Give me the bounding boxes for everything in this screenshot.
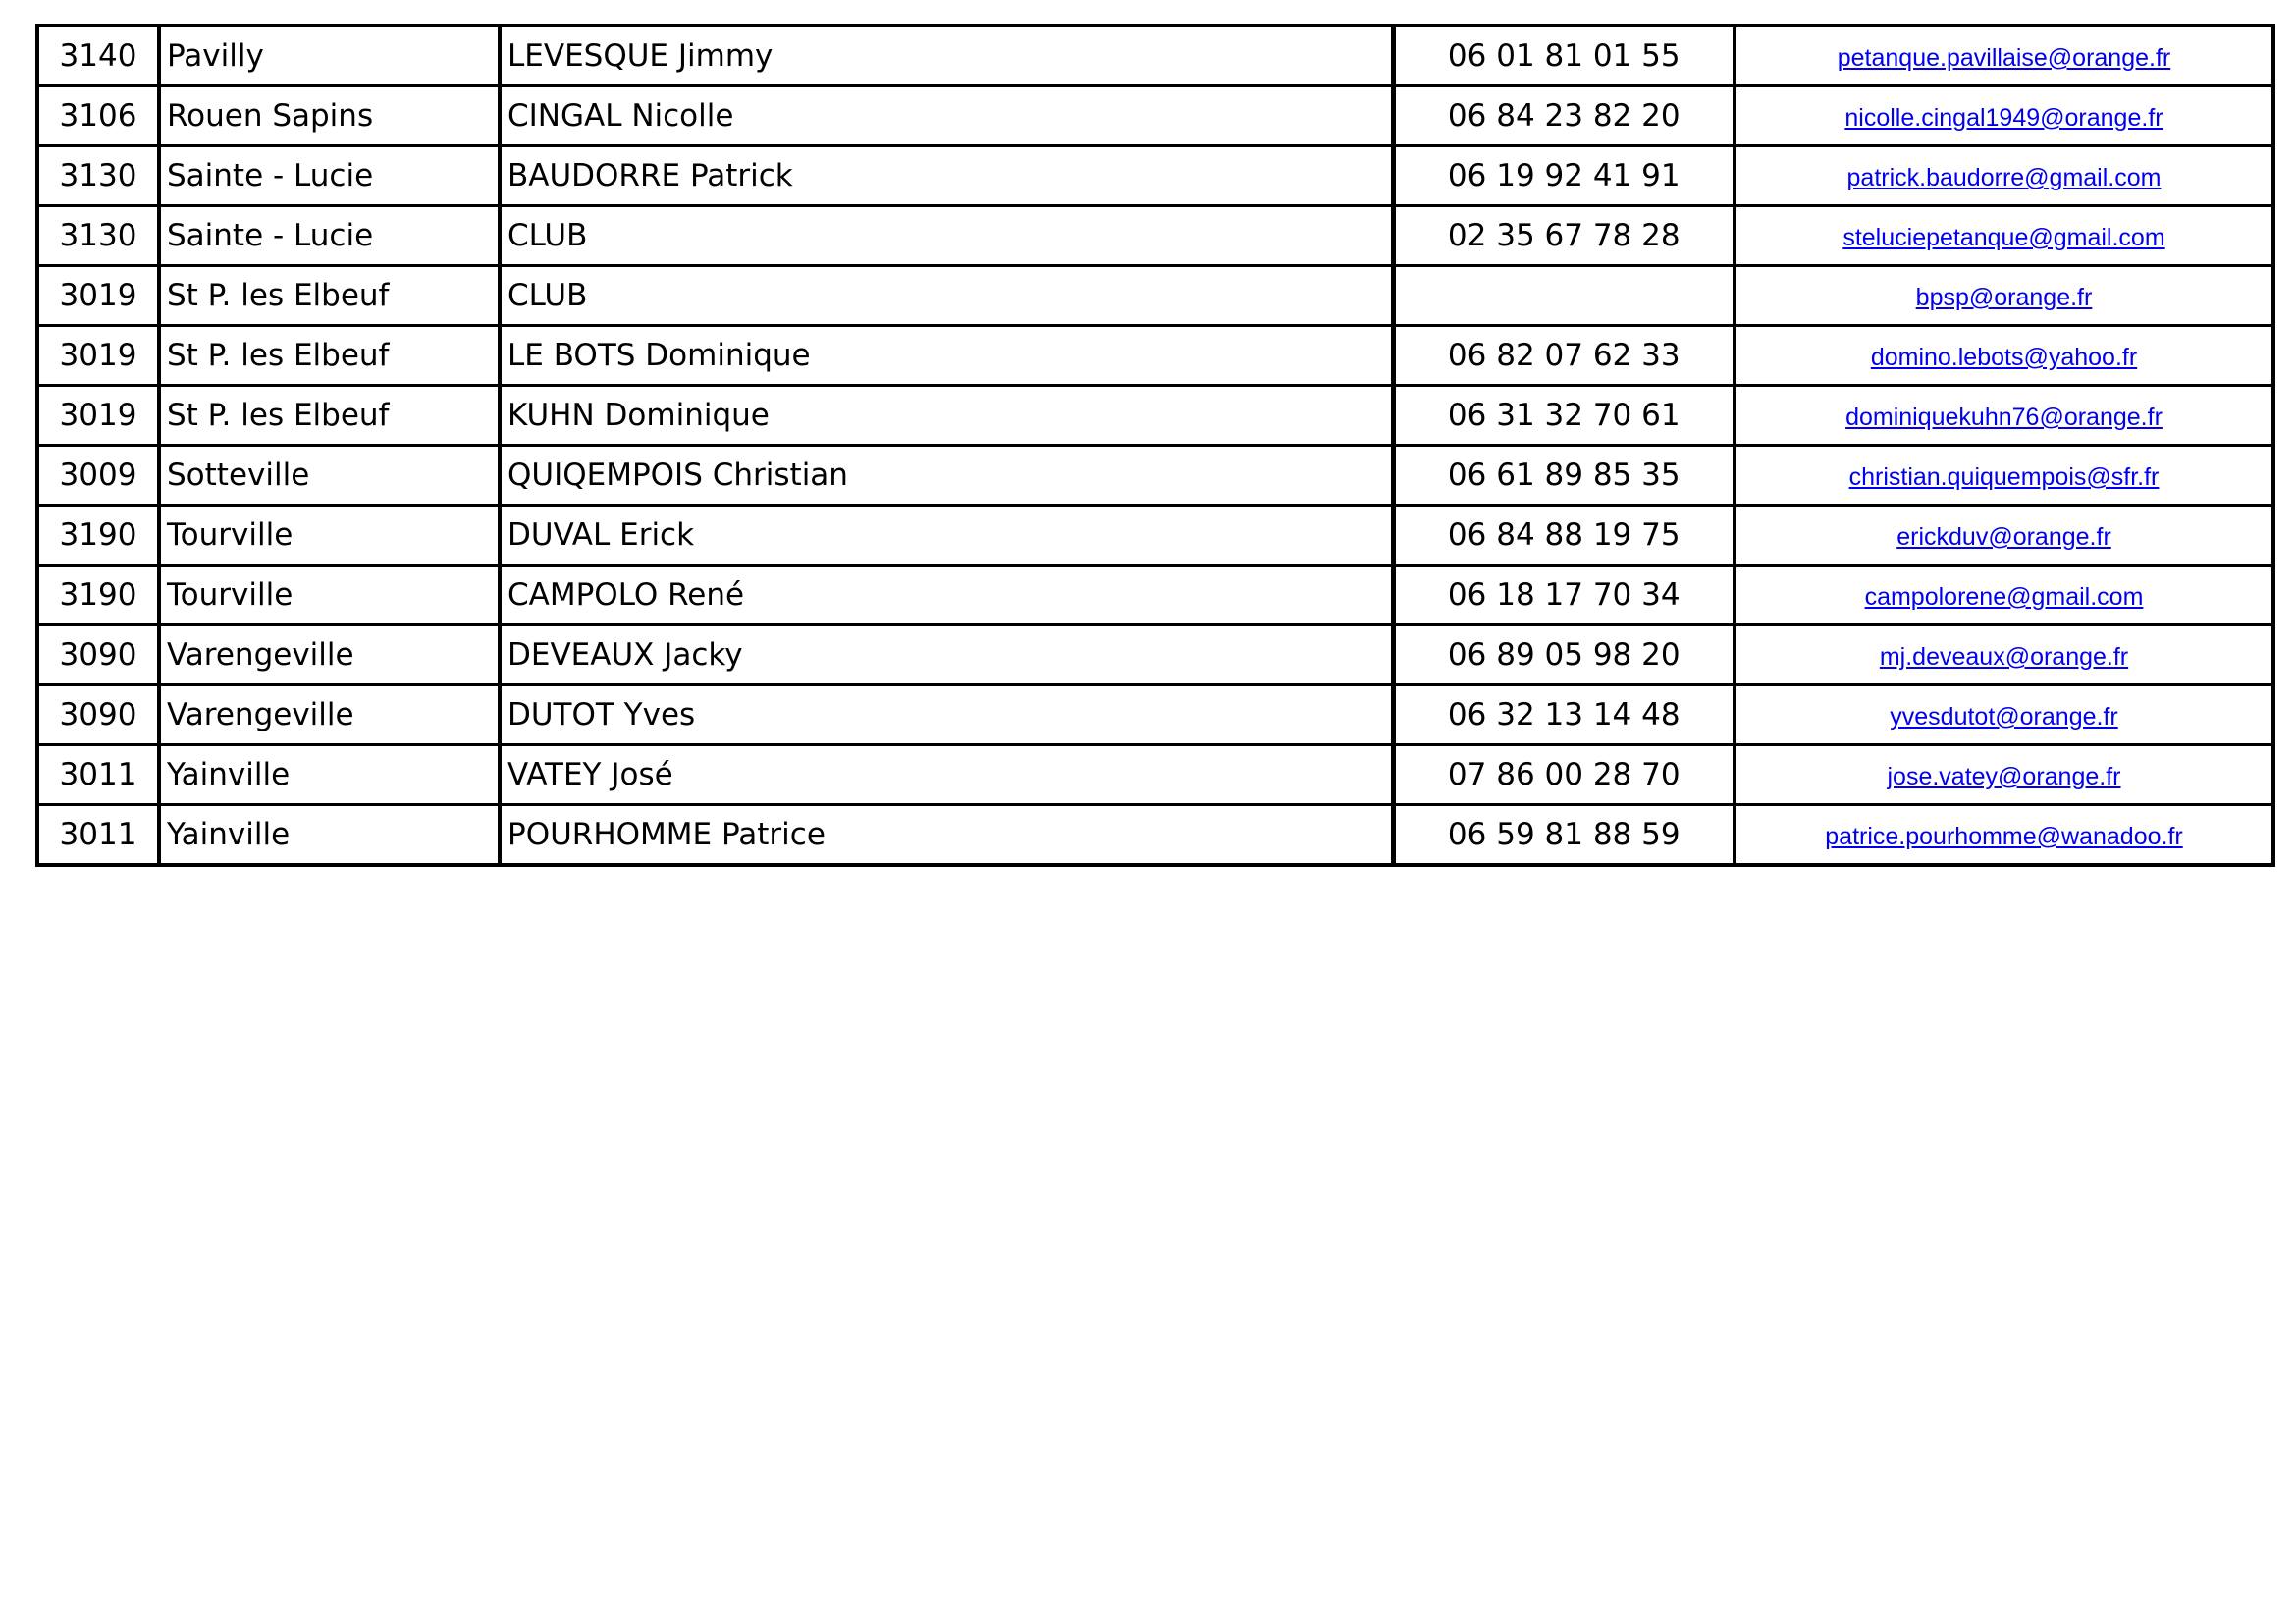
phone-cell: 06 31 32 70 61 — [1393, 386, 1735, 446]
email-link[interactable]: erickduv@orange.fr — [1896, 523, 2111, 551]
club-code-cell: 3190 — [37, 506, 159, 566]
phone-cell: 06 18 17 70 34 — [1393, 566, 1735, 625]
club-code-cell: 3130 — [37, 146, 159, 206]
contact-name-cell: DEVEAUX Jacky — [500, 625, 1393, 685]
email-link[interactable]: patrick.baudorre@gmail.com — [1846, 164, 2162, 191]
club-city-cell: St P. les Elbeuf — [159, 326, 500, 386]
table-row — [37, 685, 2273, 745]
club-city-cell: Sainte - Lucie — [159, 146, 500, 206]
email-cell — [1735, 685, 2273, 745]
contact-name-cell: CAMPOLO René — [500, 566, 1393, 625]
contact-name-cell: LEVESQUE Jimmy — [500, 26, 1393, 86]
club-code-cell: 3011 — [37, 745, 159, 805]
phone-cell: 06 84 23 82 20 — [1393, 86, 1735, 146]
email-link[interactable]: patrice.pourhomme@wanadoo.fr — [1825, 823, 2183, 850]
club-code-cell: 3090 — [37, 685, 159, 745]
phone-cell: 02 35 67 78 28 — [1393, 206, 1735, 266]
club-code-cell: 3019 — [37, 386, 159, 446]
email-cell — [1735, 625, 2273, 685]
table-row — [37, 86, 2273, 146]
contact-table — [35, 24, 2275, 867]
table-row — [37, 266, 2273, 326]
email-cell — [1735, 386, 2273, 446]
club-city-cell: Sainte - Lucie — [159, 206, 500, 266]
contact-name-cell: DUTOT Yves — [500, 685, 1393, 745]
club-code-cell: 3019 — [37, 326, 159, 386]
club-city-cell: Rouen Sapins — [159, 86, 500, 146]
club-code-cell: 3019 — [37, 266, 159, 326]
email-link[interactable]: petanque.pavillaise@orange.fr — [1837, 44, 2171, 72]
contact-name-cell: DUVAL Erick — [500, 506, 1393, 566]
phone-cell: 06 59 81 88 59 — [1393, 805, 1735, 866]
contact-name-cell: POURHOMME Patrice — [500, 805, 1393, 866]
contact-name-cell: LE BOTS Dominique — [500, 326, 1393, 386]
email-cell — [1735, 326, 2273, 386]
email-link[interactable]: steluciepetanque@gmail.com — [1842, 224, 2165, 251]
table-row — [37, 506, 2273, 566]
contact-name-cell: KUHN Dominique — [500, 386, 1393, 446]
email-link[interactable]: bpsp@orange.fr — [1915, 284, 2093, 311]
contact-name-cell: VATEY José — [500, 745, 1393, 805]
phone-cell: 06 32 13 14 48 — [1393, 685, 1735, 745]
club-city-cell: Tourville — [159, 566, 500, 625]
table-row — [37, 745, 2273, 805]
table-row — [37, 566, 2273, 625]
email-cell — [1735, 206, 2273, 266]
phone-cell — [1393, 266, 1735, 326]
club-city-cell: Varengeville — [159, 625, 500, 685]
phone-cell: 07 86 00 28 70 — [1393, 745, 1735, 805]
email-cell — [1735, 266, 2273, 326]
club-city-cell: Varengeville — [159, 685, 500, 745]
contact-name-cell: CINGAL Nicolle — [500, 86, 1393, 146]
table-row — [37, 206, 2273, 266]
club-city-cell: St P. les Elbeuf — [159, 266, 500, 326]
phone-cell: 06 19 92 41 91 — [1393, 146, 1735, 206]
phone-cell: 06 89 05 98 20 — [1393, 625, 1735, 685]
email-link[interactable]: jose.vatey@orange.fr — [1887, 763, 2121, 790]
club-city-cell: Sotteville — [159, 446, 500, 506]
email-cell — [1735, 745, 2273, 805]
email-link[interactable]: nicolle.cingal1949@orange.fr — [1844, 104, 2163, 132]
email-link[interactable]: mj.deveaux@orange.fr — [1879, 643, 2129, 671]
contact-name-cell: QUIQEMPOIS Christian — [500, 446, 1393, 506]
email-link[interactable]: domino.lebots@yahoo.fr — [1870, 344, 2138, 371]
table-row — [37, 326, 2273, 386]
table-row — [37, 446, 2273, 506]
table-row — [37, 146, 2273, 206]
email-link[interactable]: campolorene@gmail.com — [1864, 583, 2144, 611]
contact-name-cell: CLUB — [500, 206, 1393, 266]
phone-cell: 06 61 89 85 35 — [1393, 446, 1735, 506]
email-cell — [1735, 805, 2273, 866]
club-city-cell: Pavilly — [159, 26, 500, 86]
email-cell — [1735, 86, 2273, 146]
club-code-cell: 3090 — [37, 625, 159, 685]
table-row — [37, 26, 2273, 86]
club-city-cell: Tourville — [159, 506, 500, 566]
phone-cell: 06 82 07 62 33 — [1393, 326, 1735, 386]
club-city-cell: St P. les Elbeuf — [159, 386, 500, 446]
contact-name-cell: BAUDORRE Patrick — [500, 146, 1393, 206]
email-link[interactable]: yvesdutot@orange.fr — [1890, 703, 2118, 731]
email-cell — [1735, 26, 2273, 86]
club-city-cell: Yainville — [159, 745, 500, 805]
club-city-cell: Yainville — [159, 805, 500, 866]
email-cell — [1735, 566, 2273, 625]
contact-name-cell: CLUB — [500, 266, 1393, 326]
club-code-cell: 3130 — [37, 206, 159, 266]
phone-cell: 06 84 88 19 75 — [1393, 506, 1735, 566]
email-link[interactable]: christian.quiquempois@sfr.fr — [1848, 463, 2160, 491]
email-cell — [1735, 146, 2273, 206]
contact-table-body — [37, 26, 2273, 865]
table-row — [37, 386, 2273, 446]
club-code-cell: 3140 — [37, 26, 159, 86]
club-code-cell: 3106 — [37, 86, 159, 146]
email-cell — [1735, 506, 2273, 566]
club-code-cell: 3011 — [37, 805, 159, 866]
email-link[interactable]: dominiquekuhn76@orange.fr — [1845, 404, 2163, 431]
table-row — [37, 805, 2273, 866]
table-row — [37, 625, 2273, 685]
club-code-cell: 3190 — [37, 566, 159, 625]
email-cell — [1735, 446, 2273, 506]
club-code-cell: 3009 — [37, 446, 159, 506]
phone-cell: 06 01 81 01 55 — [1393, 26, 1735, 86]
